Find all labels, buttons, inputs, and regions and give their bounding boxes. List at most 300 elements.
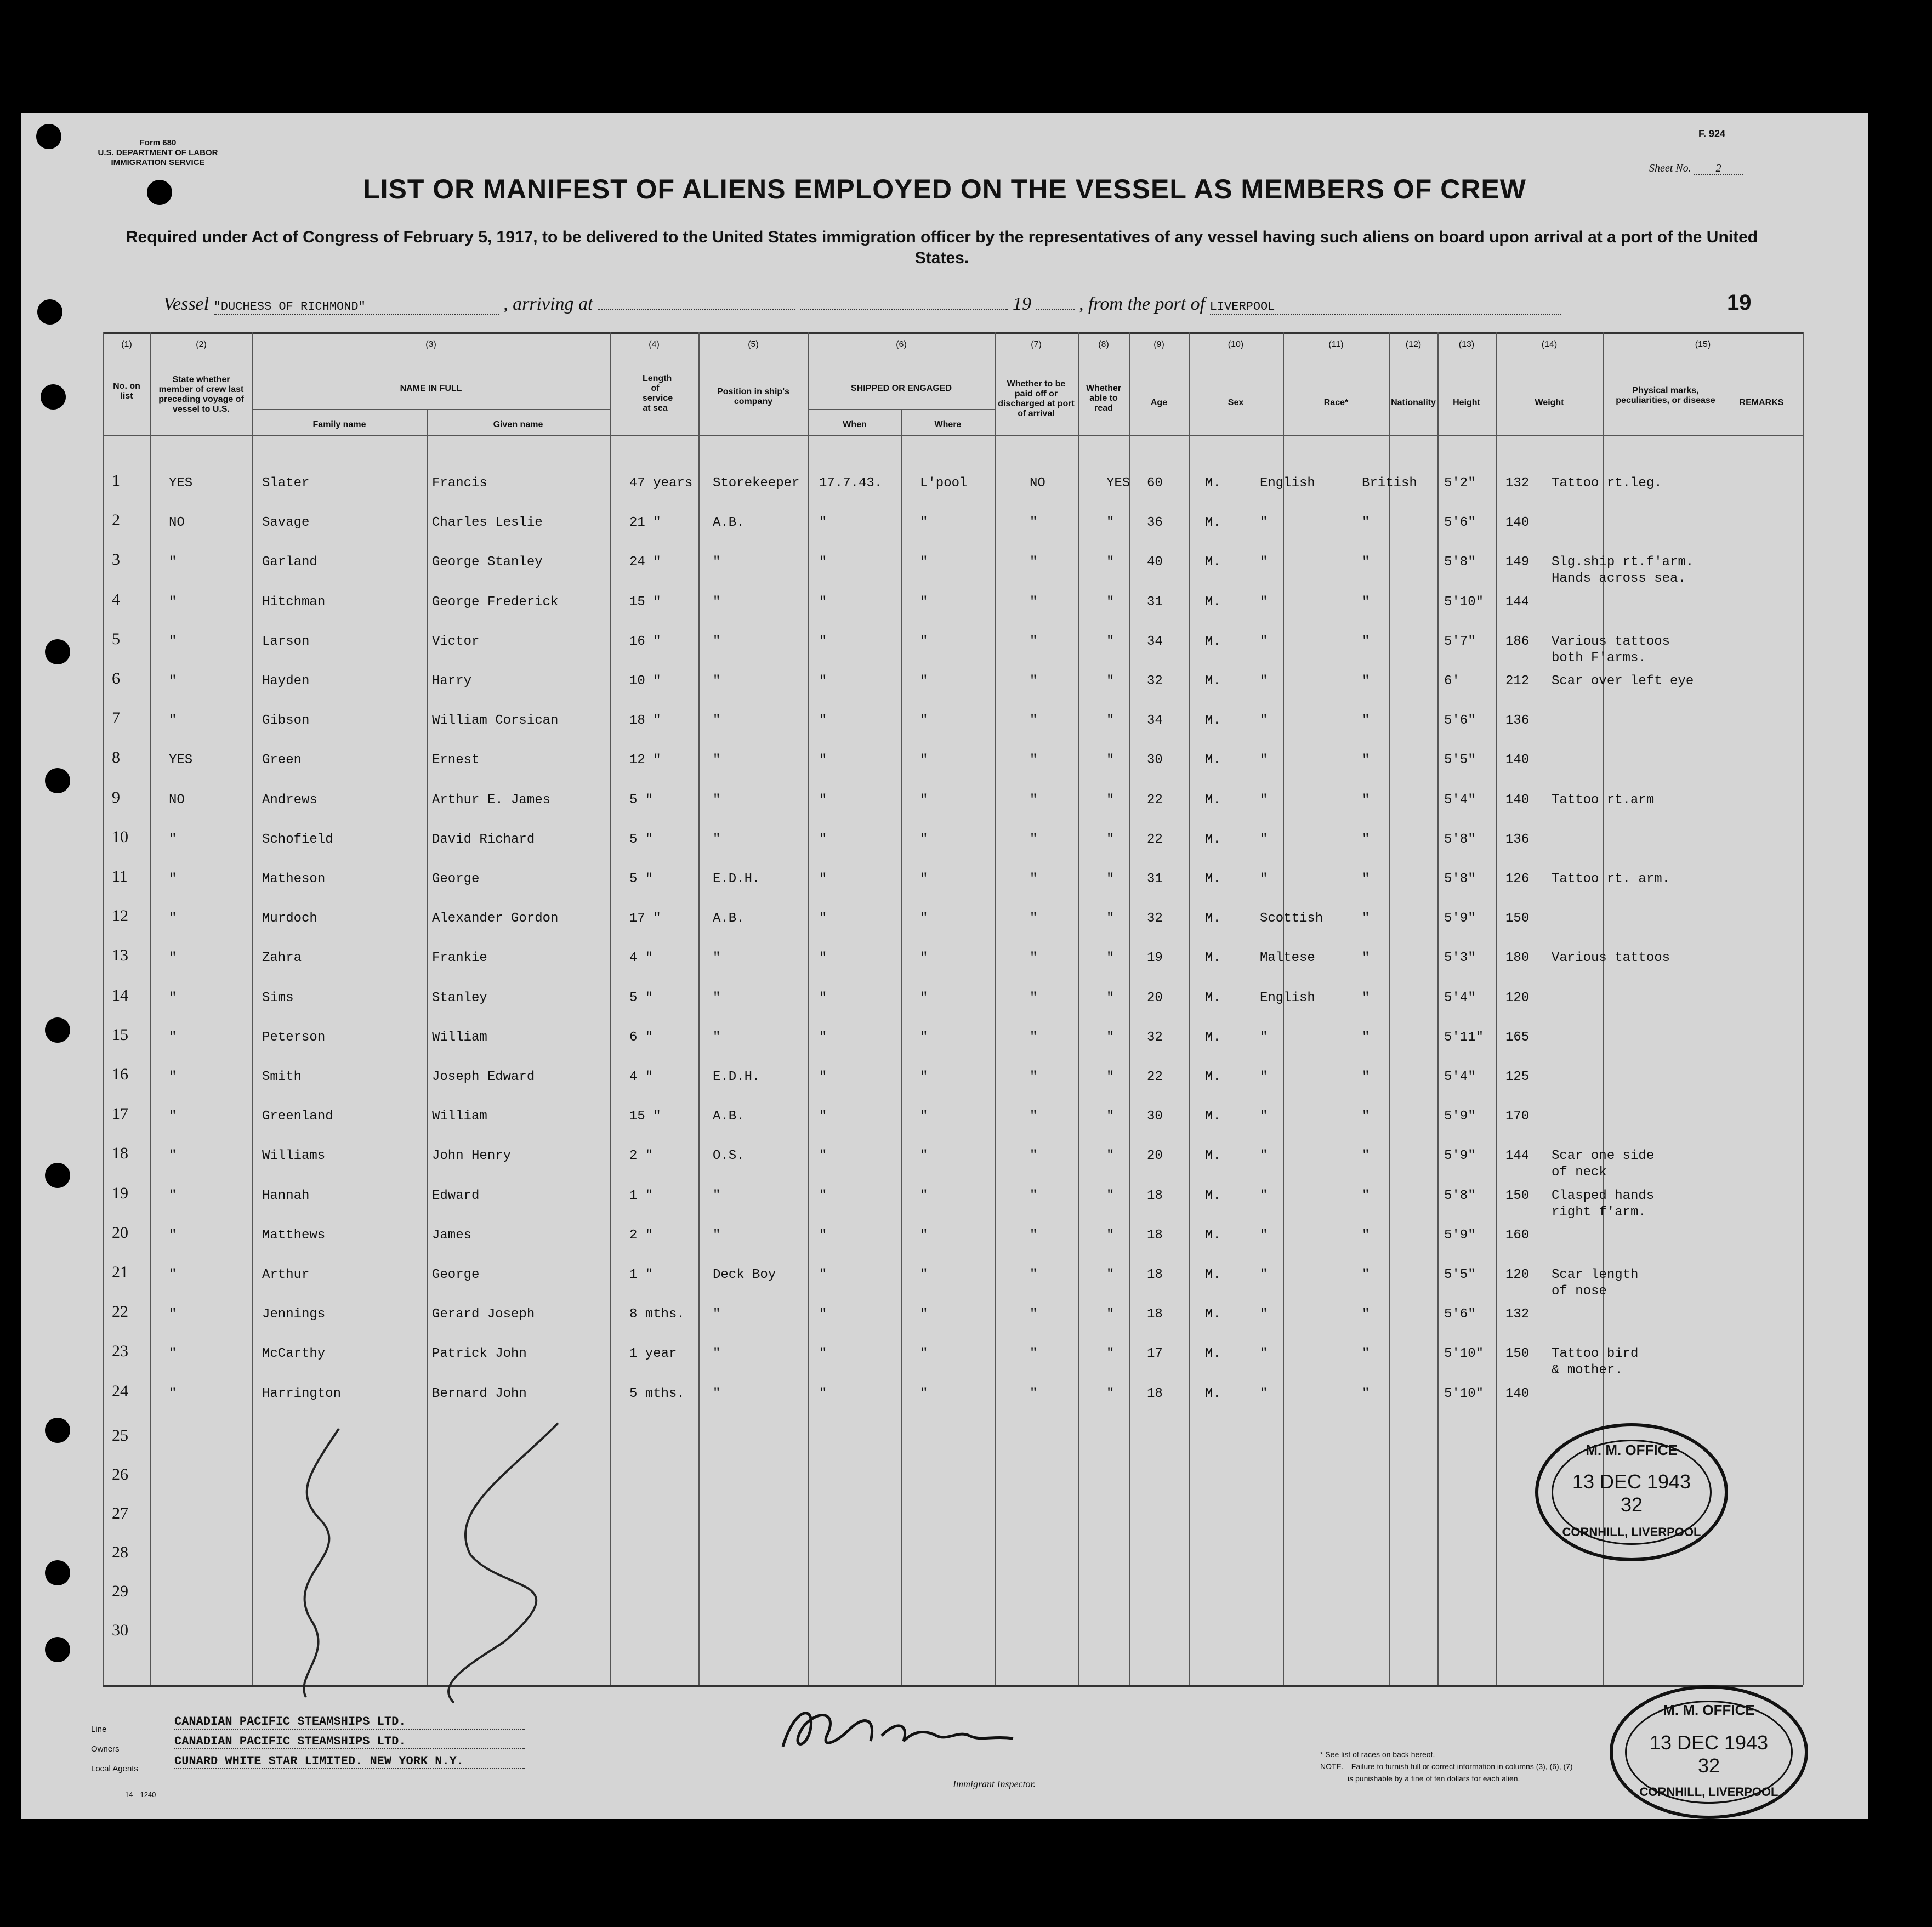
cell-shipped-where: " [920,1227,928,1243]
punch-hole [41,384,66,410]
cell-service-length: 5 " [629,792,654,808]
cell-given-name: Stanley [432,990,487,1005]
col-position-header: Position in ship's company [717,387,789,406]
stamp-2-number: 32 [1697,1754,1720,1777]
cell-race: " [1260,1386,1268,1401]
cell-position: O.S. [713,1149,745,1164]
cell-shipped-where: " [920,911,928,926]
cell-family-name: Hannah [262,1188,310,1203]
cell-service-length: 6 " [629,1030,654,1045]
empty-row-number: 27 [112,1504,128,1522]
cell-prev-voyage: " [169,951,177,966]
penalty-note-2: is punishable by a fine of ten dollars for each alien. [1348,1774,1520,1783]
cell-family-name: Matheson [262,872,326,886]
cell-age: 18 [1147,1386,1163,1401]
cell-service-length: 5 mths. [629,1386,685,1401]
cell-row-number: 6 [112,669,120,687]
cell-height: 5'6" [1444,515,1476,531]
cell-able-to-read: " [1106,1070,1115,1084]
cell-service-length: 5 " [629,990,654,1005]
agents-label: Local Agents [91,1764,138,1773]
cell-nationality: " [1362,1227,1370,1243]
cell-weight: 180 [1505,951,1530,966]
cell-shipped-where: " [920,713,928,729]
cell-given-name: John Henry [432,1149,512,1164]
cell-physical-marks-line2: right f'arm. [1552,1204,1646,1220]
cell-prev-voyage: " [169,555,177,570]
cell-given-name: William Corsican [432,713,559,729]
cell-age: 30 [1147,1109,1163,1124]
cell-weight: 149 [1505,555,1530,570]
cell-shipped-when: " [819,515,827,531]
cell-shipped-where: " [920,753,928,768]
cell-given-name: Frankie [432,951,487,966]
cell-height: 5'4" [1444,1070,1476,1084]
line-value: CANADIAN PACIFIC STEAMSHIPS LTD. [174,1715,525,1730]
page-title: LIST OR MANIFEST OF ALIENS EMPLOYED ON THE VESSEL AS MEMBERS OF CREW [363,174,1526,204]
cell-weight: 140 [1505,792,1530,808]
cell-weight: 120 [1505,990,1530,1005]
col-9-num: (9) [1153,340,1164,349]
cell-position: " [713,1188,721,1203]
cell-shipped-where: " [920,792,928,808]
cell-race: " [1260,1346,1268,1362]
cell-shipped-when: " [819,1030,827,1045]
cell-row-number: 5 [112,629,120,648]
cell-sex: M. [1205,674,1221,689]
cell-able-to-read: " [1106,990,1115,1005]
cell-family-name: Slater [262,476,310,491]
cell-prev-voyage: YES [169,476,193,491]
cell-age: 18 [1147,1188,1163,1203]
cell-family-name: Green [262,753,302,768]
port-name: LIVERPOOL [1210,300,1561,315]
cell-position: A.B. [713,1109,745,1124]
cell-shipped-where: " [920,634,928,649]
col-read-header: Whether able to read [1086,384,1121,413]
cell-prev-voyage: " [169,1188,177,1203]
cell-nationality: " [1362,951,1370,966]
cell-paid-off: " [1030,1109,1038,1124]
cell-weight: 140 [1505,1386,1530,1401]
vessel-line [163,294,1561,315]
cell-sex: M. [1205,792,1221,808]
cell-age: 17 [1147,1346,1163,1362]
cell-given-name: Edward [432,1188,480,1203]
cell-sex: M. [1205,1030,1221,1045]
col-8-num: (8) [1098,340,1109,349]
cell-service-length: 2 " [629,1227,654,1243]
penalty-note-1: NOTE.—Failure to furnish full or correct information in columns (3), (6), (7) [1320,1762,1573,1771]
table-row [21,1295,1868,1334]
col-shipped-header: SHIPPED OR ENGAGED [850,384,952,393]
cell-position: " [713,1346,721,1362]
col-11-num: (11) [1328,340,1344,349]
col-nationality-header: Nationality [1391,398,1436,407]
cell-row-number: 17 [112,1105,128,1123]
cell-row-number: 7 [112,709,120,727]
cell-physical-marks: Various tattoos [1552,634,1670,649]
cell-prev-voyage: " [169,1307,177,1322]
cell-row-number: 1 [112,471,120,490]
cell-prev-voyage: NO [169,792,185,808]
cell-family-name: Smith [262,1070,302,1084]
cell-race: " [1260,1070,1268,1084]
cell-weight: 186 [1505,634,1530,649]
cell-height: 5'9" [1444,1109,1476,1124]
cell-shipped-when: " [819,634,827,649]
cell-given-name: Patrick John [432,1346,527,1362]
cell-prev-voyage: " [169,832,177,847]
col-age-header: Age [1150,398,1168,407]
cell-given-name: Francis [432,476,487,491]
cell-physical-marks: Tattoo rt.arm [1552,792,1655,808]
table-row [21,979,1868,1018]
department-label: U.S. DEPARTMENT OF LABOR [98,148,218,157]
cell-prev-voyage: " [169,634,177,649]
cell-weight: 120 [1505,1267,1530,1282]
cell-shipped-where: " [920,1386,928,1401]
cell-able-to-read: " [1106,713,1115,729]
agents-value: CUNARD WHITE STAR LIMITED. NEW YORK N.Y. [174,1754,525,1769]
cell-age: 32 [1147,911,1163,926]
col-weight-header: Weight [1535,398,1564,407]
table-row [21,1058,1868,1097]
cell-row-number: 4 [112,590,120,609]
cell-sex: M. [1205,555,1221,570]
cell-prev-voyage: " [169,911,177,926]
cell-row-number: 18 [112,1144,128,1163]
cell-service-length: 12 " [629,753,661,768]
cell-height: 5'10" [1444,1346,1484,1362]
cell-position: " [713,1227,721,1243]
cell-service-length: 5 " [629,872,654,886]
cell-paid-off: " [1030,713,1038,729]
cell-given-name: William [432,1030,487,1045]
cell-shipped-where: " [920,872,928,886]
col-given-header: Given name [493,420,543,429]
punch-hole [45,1637,70,1662]
cell-row-number: 22 [112,1303,128,1321]
cell-nationality: " [1362,872,1370,886]
cell-able-to-read: " [1106,674,1115,689]
cell-nationality: " [1362,1030,1370,1045]
races-note: * See list of races on back hereof. [1320,1750,1435,1759]
cell-sex: M. [1205,1149,1221,1164]
table-row [21,1176,1868,1220]
cell-family-name: Hayden [262,674,310,689]
cell-height: 5'5" [1444,753,1476,768]
cell-paid-off: " [1030,792,1038,808]
cell-nationality: " [1362,674,1370,689]
cell-nationality: " [1362,1109,1370,1124]
stamp-2-bottom-text: CORNHILL, LIVERPOOL [1639,1785,1778,1799]
cell-prev-voyage: " [169,1346,177,1362]
cell-shipped-where: " [920,515,928,531]
cell-prev-voyage: NO [169,515,185,531]
cell-shipped-when: " [819,713,827,729]
col-14-num: (14) [1541,340,1558,349]
table-row [21,939,1868,978]
cell-able-to-read: " [1106,1346,1115,1362]
cell-able-to-read: " [1106,1307,1115,1322]
cell-row-number: 11 [112,867,128,885]
table-row [21,741,1868,780]
cell-race: " [1260,634,1268,649]
cell-height: 5'10" [1444,594,1484,610]
cell-nationality: " [1362,594,1370,610]
cell-weight: 125 [1505,1070,1530,1084]
cell-shipped-when: " [819,674,827,689]
cell-paid-off: " [1030,911,1038,926]
owners-value: CANADIAN PACIFIC STEAMSHIPS LTD. [174,1735,525,1749]
cell-weight: 140 [1505,515,1530,531]
cell-service-length: 10 " [629,674,661,689]
cell-weight: 136 [1505,713,1530,729]
table-row [21,503,1868,543]
cell-position: " [713,1386,721,1401]
cell-family-name: Williams [262,1149,326,1164]
cell-able-to-read: " [1106,1030,1115,1045]
cell-paid-off: " [1030,555,1038,570]
cell-service-length: 18 " [629,713,661,729]
cell-shipped-when: " [819,1227,827,1243]
cell-nationality: " [1362,911,1370,926]
cell-able-to-read: " [1106,594,1115,610]
table-row [21,781,1868,820]
cell-paid-off: " [1030,872,1038,886]
form-number-label: Form 680 [139,138,177,147]
cell-height: 5'6" [1444,713,1476,729]
page-year: 19 [1727,291,1752,315]
cell-paid-off: " [1030,1188,1038,1203]
cell-height: 5'8" [1444,872,1476,886]
cell-nationality: " [1362,832,1370,847]
table-row [21,701,1868,741]
cell-shipped-when: " [819,911,827,926]
cell-able-to-read: " [1106,1109,1115,1124]
cell-service-length: 24 " [629,555,661,570]
cell-physical-marks: Tattoo bird [1552,1346,1639,1362]
cell-able-to-read: " [1106,555,1115,570]
cell-position: " [713,990,721,1005]
cell-paid-off: " [1030,1346,1038,1362]
cell-shipped-where: " [920,1070,928,1084]
cell-row-number: 16 [112,1065,128,1083]
cell-able-to-read: " [1106,1149,1115,1164]
table-row [21,1097,1868,1136]
cell-able-to-read: " [1106,1267,1115,1282]
cell-shipped-where: " [920,1307,928,1322]
cell-row-number: 20 [112,1223,128,1242]
cell-prev-voyage: " [169,1267,177,1282]
cell-shipped-where: " [920,1346,928,1362]
cell-shipped-when: " [819,1149,827,1164]
cell-weight: 170 [1505,1109,1530,1124]
cell-sex: M. [1205,1109,1221,1124]
cell-row-number: 2 [112,511,120,530]
cell-race: " [1260,1307,1268,1322]
col-10-num: (10) [1228,340,1244,349]
cell-family-name: Murdoch [262,911,317,926]
cell-sex: M. [1205,713,1221,729]
empty-row-number: 26 [112,1465,128,1483]
cell-prev-voyage: " [169,713,177,729]
cell-family-name: Harrington [262,1386,342,1401]
col-1-num: (1) [121,340,132,349]
col-12-num: (12) [1405,340,1422,349]
cell-able-to-read: " [1106,1227,1115,1243]
header-bottom-rule [103,435,1803,436]
owners-label: Owners [91,1744,120,1754]
cell-paid-off: " [1030,1227,1038,1243]
cell-shipped-when: " [819,1070,827,1084]
cell-height: 5'3" [1444,951,1476,966]
vessel-name: "DUCHESS OF RICHMOND" [214,300,499,315]
empty-row-number: 28 [112,1543,128,1561]
cell-service-length: 1 " [629,1267,654,1282]
inspector-signature [772,1697,1057,1763]
col-height-header: Height [1453,398,1480,407]
cell-height: 5'8" [1444,1188,1476,1203]
cell-race: Scottish [1260,911,1323,926]
cell-sex: M. [1205,476,1221,491]
cell-given-name: Bernard John [432,1386,527,1401]
cell-shipped-when: " [819,792,827,808]
cell-able-to-read: " [1106,911,1115,926]
cell-shipped-when: " [819,990,827,1005]
cell-physical-marks: Clasped hands [1552,1188,1655,1203]
cell-weight: 150 [1505,911,1530,926]
cell-physical-marks-line2: & mother. [1552,1363,1623,1378]
cell-physical-marks: Slg.ship rt.f'arm. [1552,555,1694,570]
stamp-bottom-text: CORNHILL, LIVERPOOL [1562,1525,1701,1539]
cell-paid-off: " [1030,990,1038,1005]
cell-height: 5'8" [1444,555,1476,570]
office-stamp [1535,1423,1728,1561]
col-service-header: Length of service at sea [643,374,673,413]
empty-row-number: 29 [112,1582,128,1600]
cell-race: " [1260,792,1268,808]
cell-row-number: 10 [112,827,128,846]
cell-race: " [1260,832,1268,847]
cell-service-length: 5 " [629,832,654,847]
cell-weight: 212 [1505,674,1530,689]
cell-race: Maltese [1260,951,1315,966]
cell-row-number: 21 [112,1263,128,1281]
stamp-number: 32 [1620,1493,1643,1516]
col-sex-header: Sex [1228,398,1244,407]
service-label: IMMIGRATION SERVICE [111,158,205,167]
empty-row-number: 25 [112,1426,128,1445]
table-row [21,1018,1868,1058]
cell-position: A.B. [713,515,745,531]
cell-nationality: " [1362,1386,1370,1401]
stamp-2-top-text: M. M. OFFICE [1663,1702,1755,1718]
cell-paid-off: " [1030,674,1038,689]
cell-race: " [1260,555,1268,570]
cell-service-length: 4 " [629,951,654,966]
cell-able-to-read: YES [1106,476,1130,491]
col-family-header: Family name [312,420,366,429]
cell-position: " [713,951,721,966]
cell-service-length: 15 " [629,594,661,610]
cell-nationality: " [1362,792,1370,808]
cell-age: 30 [1147,753,1163,768]
col-when-header: When [843,420,867,429]
cell-able-to-read: " [1106,832,1115,847]
cell-shipped-where: " [920,555,928,570]
cell-race: " [1260,1267,1268,1282]
cell-prev-voyage: " [169,1227,177,1243]
date-value [800,309,1008,310]
cell-physical-marks: Various tattoos [1552,951,1670,966]
cell-physical-marks: Scar over left eye [1552,674,1694,689]
col-2-num: (2) [196,340,207,349]
cell-race: " [1260,674,1268,689]
stamp-date: 13 DEC 1943 [1572,1470,1691,1493]
cell-race: " [1260,1030,1268,1045]
table-row [21,1136,1868,1180]
manifest-sheet [21,113,1868,1819]
page-subtitle: Required under Act of Congress of February 5, 1917, to be delivered to the United States immigration officer by the representatives of any vessel having such aliens on board upon arrival at a port of the United States. [126,228,1758,267]
cell-position: " [713,753,721,768]
cell-race: " [1260,515,1268,531]
cell-prev-voyage: " [169,1149,177,1164]
cell-position: " [713,594,721,610]
cell-row-number: 15 [112,1025,128,1044]
cell-shipped-where: " [920,674,928,689]
cell-given-name: Victor [432,634,480,649]
cell-able-to-read: " [1106,1386,1115,1401]
cell-position: " [713,674,721,689]
cell-paid-off: " [1030,515,1038,531]
cell-paid-off: " [1030,753,1038,768]
cell-family-name: McCarthy [262,1346,326,1362]
office-stamp-2 [1610,1685,1808,1819]
cell-shipped-when: " [819,832,827,847]
cell-race: English [1260,476,1315,491]
cell-weight: 144 [1505,594,1530,610]
cell-paid-off: NO [1030,476,1045,491]
cell-shipped-when: " [819,1267,827,1282]
cell-height: 5'4" [1444,792,1476,808]
punch-hole [37,299,62,325]
form-code: F. 924 [1698,128,1726,139]
cell-service-length: 1 " [629,1188,654,1203]
cell-age: 20 [1147,1149,1163,1164]
col-remarks-header: REMARKS [1739,398,1784,407]
cell-given-name: George [432,872,480,886]
col-7-num: (7) [1031,340,1042,349]
cell-weight: 136 [1505,832,1530,847]
table-row [21,622,1868,666]
cell-physical-marks: Tattoo rt.leg. [1552,476,1662,491]
cell-shipped-when: " [819,1307,827,1322]
cell-row-number: 8 [112,748,120,767]
table-row [21,1374,1868,1414]
cell-shipped-when: " [819,555,827,570]
cell-paid-off: " [1030,1386,1038,1401]
punch-hole [36,124,61,149]
cell-given-name: Joseph Edward [432,1070,535,1084]
cell-position: E.D.H. [713,1070,760,1084]
cell-service-length: 17 " [629,911,661,926]
cell-shipped-where: L'pool [920,476,968,491]
cell-race: " [1260,1188,1268,1203]
cell-height: 5'2" [1444,476,1476,491]
cell-height: 5'6" [1444,1307,1476,1322]
